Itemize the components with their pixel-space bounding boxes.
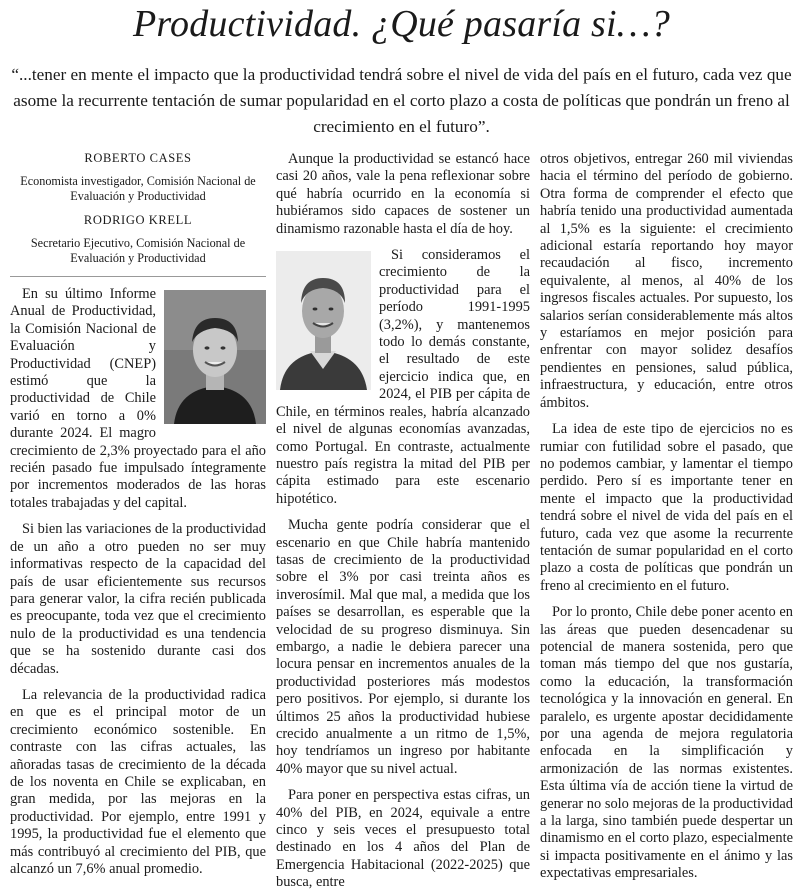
paragraph: La idea de este tipo de ejercicios no es rumiar con futilidad sobre el pasado, que no podemos cambiar, y lamentar el tiempo perdido. Pero sí es importante tener en mente el impacto que la productividad tendrá sobre el nivel de vida del país en el futuro, cada vez que asome la recurrente tentación de sumar popularidad en el corto plazo a costa de políticas que pondrán un freno al crecimiento en el futuro.	[540, 421, 793, 594]
paragraph: La relevancia de la productividad radica en que es el principal motor de un crecimiento económico sostenible. En contraste con las cifras actuales, las añoradas tasas de crecimiento de la década de los noventa en Chile se explicaban, en gran medida, por las mejoras en la productividad. Por ejemplo, entre 1991 y 1995, la productividad fue el elemento que más contribuyó al crecimiento del PIB, que alcanzó un 7,6% anual promedio.	[10, 686, 266, 877]
author-byline-1	[10, 151, 266, 204]
article-title: Productividad. ¿Qué pasaría si…?	[133, 3, 670, 45]
author-role: Secretario Ejecutivo, Comisión Nacional de Evaluación y Productividad	[30, 236, 246, 265]
pull-quote: “...tener en mente el impacto que la productividad tendrá sobre el nivel de vida del país en el futuro, cada vez que asome la recurrente tentación de sumar popularidad en el corto plazo a costa de políticas que pondrán un freno al crecimiento en el futuro”.	[11, 65, 792, 136]
article-column-2	[276, 151, 530, 892]
article-column-1	[10, 151, 266, 878]
author-role: Economista investigador, Comisión Nacional de Evaluación y Productividad	[20, 174, 256, 203]
paragraph: Aunque la productividad se estancó hace casi 20 años, vale la pena reflexionar sobre qué habría ocurrido en la economía si hubiéramos sido capaces de sostener un dinamismo razonable hasta el día de hoy.	[276, 151, 530, 237]
author-photo-rodrigo-krell-icon	[276, 251, 371, 390]
article-column-3	[540, 151, 793, 883]
paragraph: otros objetivos, entregar 260 mil viviendas hacia el término del período de gobierno. Otra forma de comprender el efecto que habría tenido una productividad aumentada al 1,5% es la siguiente: el crecimiento adicional estaría reportando hoy mayor recaudación al fisco, incremento equivalente, al menos, al 40% de los ingresos fiscales actuales. Por supuesto, los salarios serían considerablemente más altos y estaríamos en mejor posición para enfrentar con mayor solidez desafíos pendientes en pensiones, salud pública, infraestructura, y educación, entre otros ámbitos.	[540, 151, 793, 411]
paragraph: Si consideramos el crecimiento de la productividad para el período 1991-1995 (3,2%), y mantenemos todo lo demás constante, el resultado de este ejercicio indica que, en 2024, el PIB per cápita de Chile, en términos reales, habría alcanzado el nivel de algunas economías avanzadas, como Portugal. En contraste, actualmente nuestro país registra la mitad del PIB per cápita estimado para este escenario hipotético.	[276, 247, 530, 507]
paragraph: Para poner en perspectiva estas cifras, un 40% del PIB, en 2024, equivale a entre cinco y seis veces el presupuesto total destinado en los 4 años del Plan de Emergencia Habitacional (2022-2025) que busca, entre	[276, 787, 530, 891]
author-byline-2	[10, 213, 266, 266]
paragraph: Por lo pronto, Chile debe poner acento en las áreas que pueden desencadenar su potencial de manera sostenida, pero que toman más tiempo del que nos gustaría, como la educación, la transformación tecnológica y la innovación en general. En paralelo, es urgente apostar decididamente por una agenda de mejora regulatoria enfocada en la simplificación y armonización de las normas existentes. Esta última vía de acción tiene la virtud de generar no solo mejoras de la productividad a la larga, sino también puede despertar un dinamismo en el corto plazo, especialmente si impacta positivamente en el ánimo y las expectativas empresariales.	[540, 604, 793, 882]
paragraph: Mucha gente podría considerar que el escenario en que Chile habría mantenido tasas de crecimiento de la productividad sobre el 3% por casi treinta años es inverosímil. Mal que mal, a medida que los países se desarrollan, es esperable que la velocidad de su progreso disminuya. Sin embargo, a nadie le debiera parecer una locura pensar en incrementos anuales de la productividad posteriores más modestos pero positivos. Por ejemplo, si durante los últimos 25 años la productividad hubiese crecido anualmente a un ritmo de 1,5%, hoy tendríamos un ingreso por habitante 40% mayor que su nivel actual.	[276, 517, 530, 777]
byline-divider	[10, 276, 266, 277]
author-photo-roberto-cases-icon	[164, 290, 266, 424]
paragraph: En su último Informe Anual de Productividad, la Comisión Nacional de Evaluación y Productividad (CNEP) estimó que la productividad de Chile varió en torno a 0% durante 2024. El magro crecimiento de 2,3% proyectado para el año recién pasado fue impulsado íntegramente por incrementos moderados de las horas totales trabajadas y del capital.	[10, 286, 266, 511]
author-name: ROBERTO CASES	[84, 151, 192, 165]
author-name: RODRIGO KRELL	[83, 213, 193, 227]
paragraph: Si bien las variaciones de la productividad de un año a otro pueden no ser muy informativas respecto de la capacidad del país de usar eficientemente sus recursos para generar valor, la cifra recién publicada es preocupante, toda vez que el crecimiento nulo de la productividad es una tendencia que se ha sostenido durante casi dos décadas.	[10, 521, 266, 677]
